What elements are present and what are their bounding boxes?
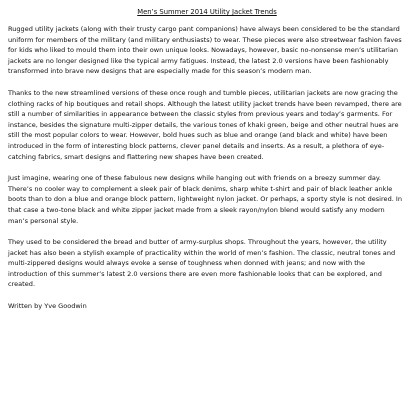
article-paragraph-2: Thanks to the new streamlined versions of these once rough and tumble pieces, utilitarian jackets are now gracing the clothing racks of hip boutiques and retail shops. Although the latest utility jacket trends have been revamped, there are still a number of similarities in appearance between the classic styles from previous years and today’s garments. For instance, besides the signature multi-zipper details, the various tones of khaki green, beige and other neutral hues are still the most popular colors to wear. However, bold hues such as blue and orange (and black and white) have been introduced in the form of interesting block patterns, clever panel details and inserts. As a result, a plethora of eye-catching fabrics, smart designs and flattering new shapes have been created. (8, 88, 402, 161)
article-paragraph-4: They used to be considered the bread and butter of army-surplus shops. Throughout the years, however, the utility jacket has also been a stylish example of practicality within the world of men’s fashion. The classic, neutral tones and multi-zippered designs would always evoke a sense of toughness when donned with jeans; and now with the introduction of this summer’s latest 2.0 versions there are even more fashionable looks that can be explored, and created. (8, 238, 396, 289)
article-paragraph-1: Rugged utility jackets (along with their trusty cargo pant companions) have always been considered to be the standard uniform for members of the military (and military enthusiasts) to wear. These pieces were also streetwear fashion faves for kids who liked to mould them into their own unique looks. Nowadays, however, basic no-nonsense men’s utilitarian jackets are no longer designed like the typical army fatigues. Instead, the latest 2.0 versions have been fashionably transformed into brave new designs that are especially made for this season’s modern man. (8, 25, 402, 76)
article-paragraph-3: Just imagine, wearing one of these fabulous new designs while hanging out with friends on a breezy summer day. There’s no cooler way to complement a sleek pair of black denims, sharp white t-shirt and pair of black leather ankle boots than to don a blue and orange block pattern, lightweight nylon jacket. Or perhaps, a sporty style is not desired. In that case a two-tone black and white zipper jacket made from a sleek rayon/nylon blend would satisfy any modern man’s personal style. (8, 174, 402, 225)
article-title: Men’s Summer 2014 Utility Jacket Trends (137, 8, 277, 16)
article-author: Written by Yve Goodwin (8, 302, 87, 311)
